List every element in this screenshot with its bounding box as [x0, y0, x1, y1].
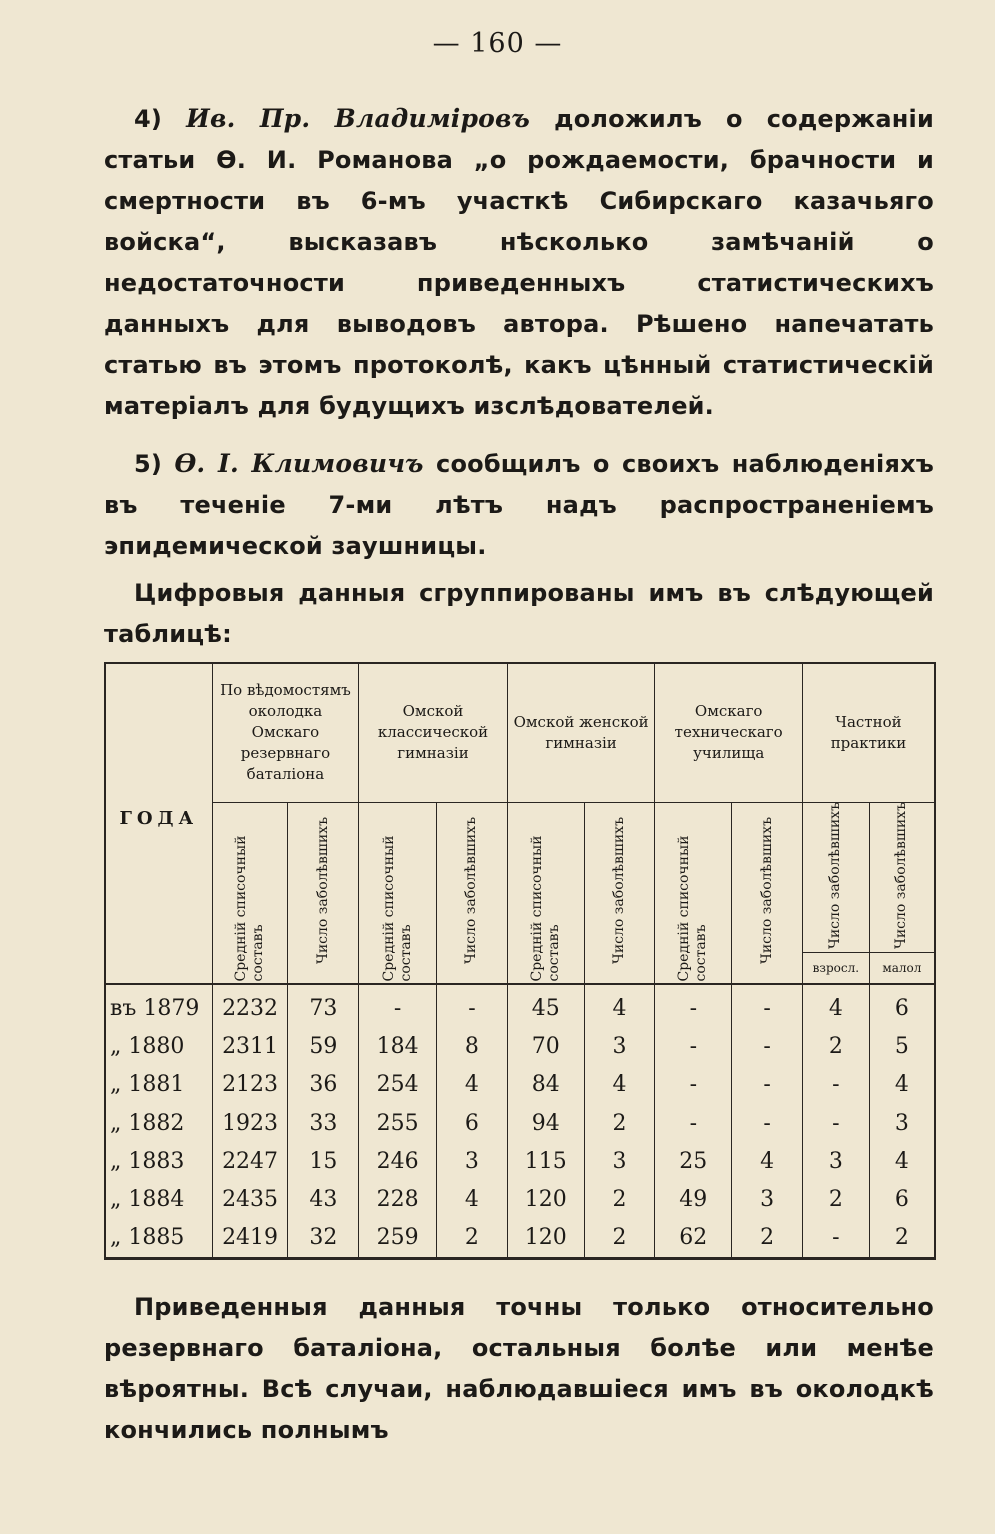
table-row: [105, 1180, 935, 1218]
value-cell: 2: [869, 1219, 935, 1259]
value-cell: 94: [507, 1104, 584, 1142]
value-cell: 2247: [212, 1142, 288, 1180]
value-cell: 228: [359, 1180, 437, 1218]
value-cell: 4: [437, 1180, 508, 1218]
value-cell: 120: [507, 1180, 584, 1218]
value-cell: 254: [359, 1066, 437, 1104]
subheader-cases: Число заболѣвшихъ: [732, 802, 803, 984]
group-header-female-gymnasium: Омской женской гимназіи: [507, 663, 655, 802]
table-row: [105, 1028, 935, 1066]
value-cell: 8: [437, 1028, 508, 1066]
year-column-header: ГОДА: [105, 663, 212, 984]
mumps-statistics-table: [104, 662, 936, 1260]
subheader-cases: Число заболѣвшихъ: [288, 802, 359, 984]
value-cell: 4: [802, 984, 869, 1027]
year-cell: „ 1880: [105, 1028, 212, 1066]
paragraph-conclusion: [104, 1287, 934, 1451]
table-intro-text: Цифровыя данныя сгруппированы имъ въ слѣдующей таблицѣ:: [104, 579, 934, 648]
value-cell: 3: [437, 1142, 508, 1180]
value-cell: 4: [584, 1066, 655, 1104]
paragraph-4-speaker: Ив. Пр. Владиміровъ: [186, 104, 531, 133]
value-cell: 120: [507, 1219, 584, 1259]
value-cell: 25: [655, 1142, 732, 1180]
table-body: [105, 984, 935, 1258]
value-cell: 2: [437, 1219, 508, 1259]
value-cell: 2232: [212, 984, 288, 1027]
value-cell: -: [802, 1104, 869, 1142]
group-header-technical-school: Омскаго техническаго училища: [655, 663, 803, 802]
value-cell: 3: [584, 1142, 655, 1180]
conclusion-text: Приведенныя данныя точны только относительно резервнаго баталіона, остальныя болѣе или менѣе вѣроятны. Всѣ случаи, наблюдавшіеся имъ въ околодкѣ кончились полнымъ: [104, 1293, 934, 1444]
subheader-avg-roster: Средній списочный составъ: [359, 802, 437, 984]
paragraph-5: [104, 443, 934, 567]
table-row: [105, 1104, 935, 1142]
value-cell: 259: [359, 1219, 437, 1259]
value-cell: 2123: [212, 1066, 288, 1104]
subheader-cases-adults: Число заболѣвшихъ: [802, 802, 869, 952]
page-number: — 160 —: [432, 28, 563, 59]
value-cell: 2: [584, 1219, 655, 1259]
paragraph-4-number: 4): [134, 105, 163, 133]
value-cell: -: [655, 984, 732, 1027]
value-cell: 255: [359, 1104, 437, 1142]
value-cell: -: [655, 1066, 732, 1104]
value-cell: 70: [507, 1028, 584, 1066]
value-cell: 4: [732, 1142, 803, 1180]
value-cell: 62: [655, 1219, 732, 1259]
subheader-adults: взросл.: [802, 952, 869, 984]
value-cell: -: [732, 1104, 803, 1142]
value-cell: 15: [288, 1142, 359, 1180]
value-cell: 32: [288, 1219, 359, 1259]
value-cell: 184: [359, 1028, 437, 1066]
value-cell: 45: [507, 984, 584, 1027]
value-cell: 246: [359, 1142, 437, 1180]
value-cell: 4: [869, 1142, 935, 1180]
year-cell: въ 1879: [105, 984, 212, 1027]
subheader-children: малол: [869, 952, 935, 984]
subheader-cases-children: Число заболѣвшихъ: [869, 802, 935, 952]
value-cell: 6: [869, 1180, 935, 1218]
group-header-private-practice: Частной практики: [802, 663, 935, 802]
subheader-avg-roster: Средній списочный составъ: [212, 802, 288, 984]
value-cell: -: [437, 984, 508, 1027]
value-cell: 2: [802, 1028, 869, 1066]
value-cell: 4: [869, 1066, 935, 1104]
value-cell: 2: [584, 1104, 655, 1142]
value-cell: -: [732, 1066, 803, 1104]
year-cell: „ 1882: [105, 1104, 212, 1142]
paragraph-5-text: сообщилъ о своихъ наблюденіяхъ въ теченіе 7-ми лѣтъ надъ распространеніемъ эпидемической заушницы.: [104, 450, 934, 560]
value-cell: 3: [584, 1028, 655, 1066]
value-cell: 1923: [212, 1104, 288, 1142]
table-row: [105, 1219, 935, 1259]
paragraph-table-intro: [104, 573, 934, 655]
value-cell: 4: [584, 984, 655, 1027]
year-cell: „ 1883: [105, 1142, 212, 1180]
paragraph-4: [104, 98, 934, 427]
paragraph-5-speaker: Ѳ. I. Климовичъ: [174, 449, 424, 478]
value-cell: 2419: [212, 1219, 288, 1259]
year-cell: „ 1884: [105, 1180, 212, 1218]
value-cell: 2311: [212, 1028, 288, 1066]
paragraph-5-number: 5): [134, 450, 163, 478]
year-cell: „ 1881: [105, 1066, 212, 1104]
value-cell: 3: [732, 1180, 803, 1218]
subheader-avg-roster: Средній списочный составъ: [507, 802, 584, 984]
value-cell: 6: [437, 1104, 508, 1142]
value-cell: 73: [288, 984, 359, 1027]
value-cell: -: [655, 1104, 732, 1142]
value-cell: 3: [802, 1142, 869, 1180]
value-cell: 84: [507, 1066, 584, 1104]
value-cell: 33: [288, 1104, 359, 1142]
value-cell: 36: [288, 1066, 359, 1104]
value-cell: 2: [584, 1180, 655, 1218]
value-cell: 3: [869, 1104, 935, 1142]
subheader-avg-roster: Средній списочный составъ: [655, 802, 732, 984]
value-cell: 4: [437, 1066, 508, 1104]
paragraph-4-text: доложилъ о содержаніи статьи Ѳ. И. Романова „о рождаемости, брачности и смертности въ 6-мъ участкѣ Сибирскаго казачьяго войска“, высказавъ нѣсколько замѣчаній о недостаточности приведенныхъ статистическихъ данныхъ для выводовъ автора. Рѣшено напечатать статью въ этомъ протоколѣ, какъ цѣнный статистическій матеріалъ для будущихъ изслѣдователей.: [104, 105, 934, 420]
value-cell: -: [802, 1219, 869, 1259]
value-cell: 59: [288, 1028, 359, 1066]
value-cell: 2: [732, 1219, 803, 1259]
value-cell: 5: [869, 1028, 935, 1066]
value-cell: 2: [802, 1180, 869, 1218]
value-cell: -: [655, 1028, 732, 1066]
value-cell: 6: [869, 984, 935, 1027]
value-cell: 49: [655, 1180, 732, 1218]
mumps-table-container: [104, 662, 936, 1260]
table-row: [105, 984, 935, 1027]
value-cell: 43: [288, 1180, 359, 1218]
value-cell: -: [732, 1028, 803, 1066]
subheader-cases: Число заболѣвшихъ: [584, 802, 655, 984]
table-row: [105, 1142, 935, 1180]
year-cell: „ 1885: [105, 1219, 212, 1259]
group-header-battalion: По вѣдомостямъ околодка Омскаго резервнаго баталіона: [212, 663, 359, 802]
value-cell: 115: [507, 1142, 584, 1180]
value-cell: -: [732, 984, 803, 1027]
subheader-cases: Число заболѣвшихъ: [437, 802, 508, 984]
table-row: [105, 1066, 935, 1104]
value-cell: -: [802, 1066, 869, 1104]
value-cell: -: [359, 984, 437, 1027]
value-cell: 2435: [212, 1180, 288, 1218]
group-header-classical-gymnasium: Омской классической гимназіи: [359, 663, 508, 802]
